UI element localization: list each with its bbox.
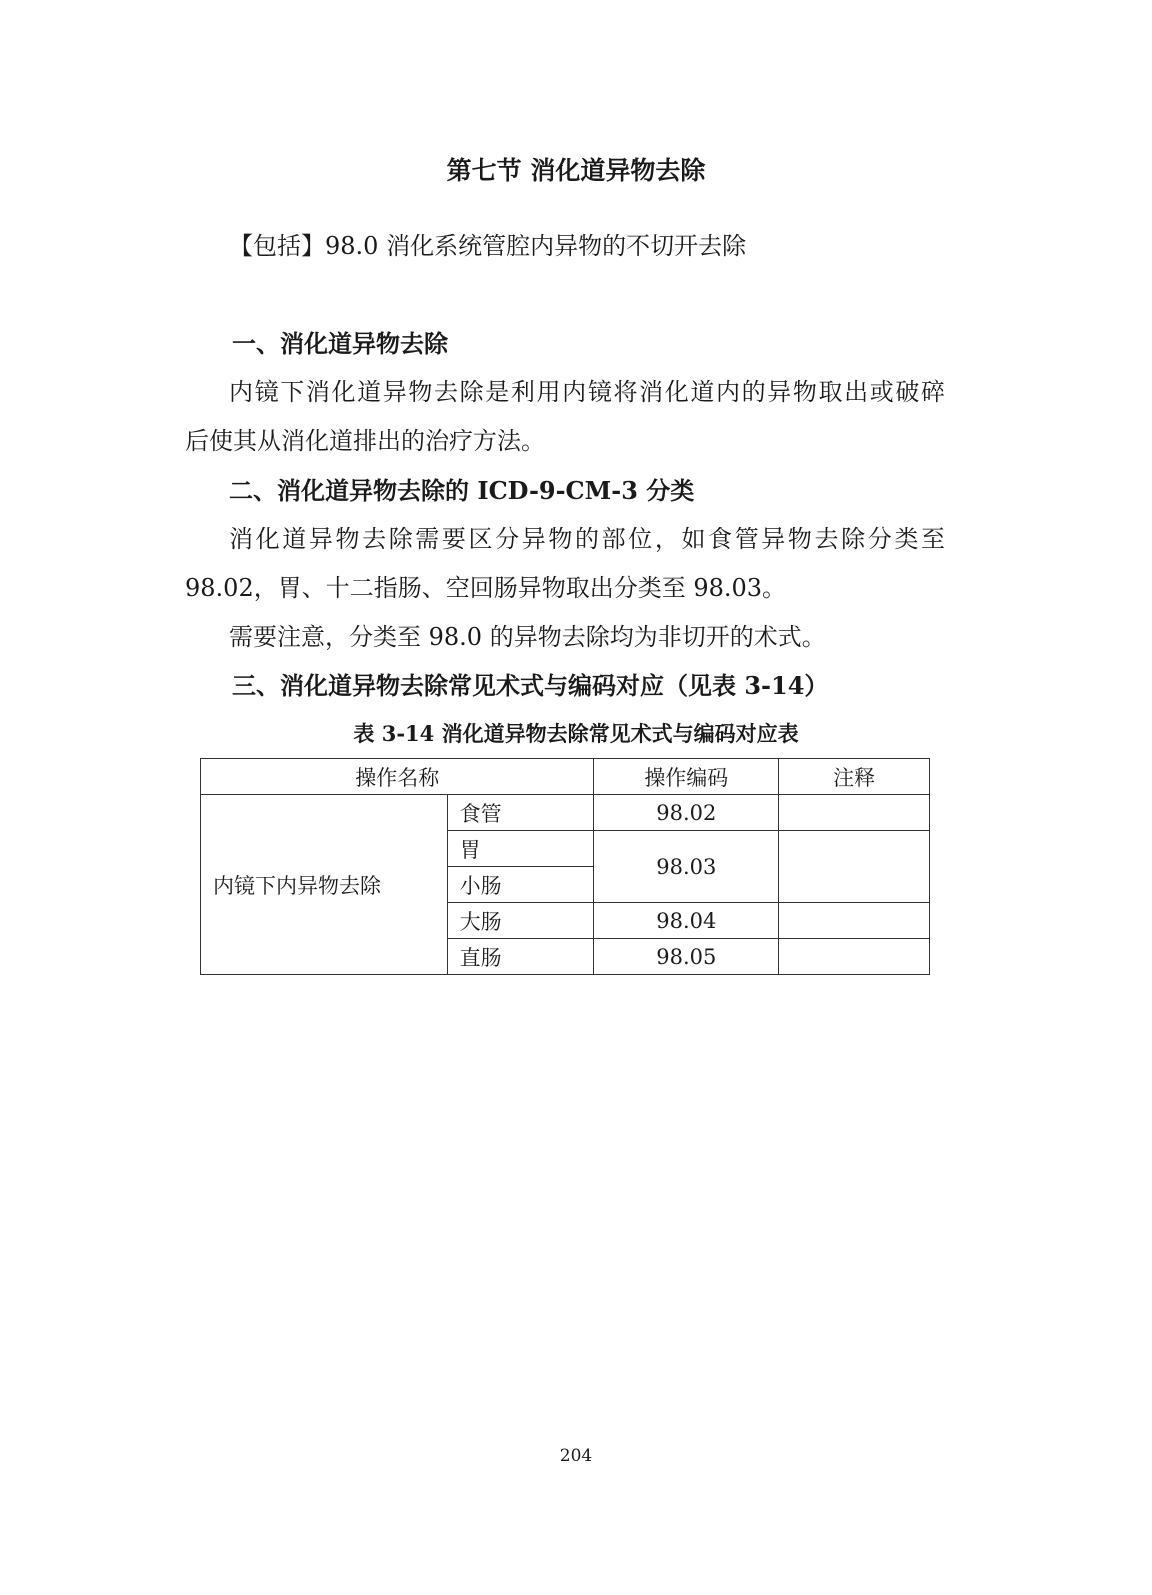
paragraph-1-line-2: 后使其从消化道排出的治疗方法。 [185,427,545,455]
paragraph-1-line-1: 内镜下消化道异物去除是利用内镜将消化道内的异物取出或破碎 [229,378,945,406]
site-cell: 直肠 [447,939,594,975]
table-row [201,795,930,831]
table-caption: 表 3-14 消化道异物去除常见术式与编码对应表 [353,721,799,746]
header-operation-code: 操作编码 [594,759,779,795]
paragraph-2-line-2: 98.02，胃、十二指肠、空回肠异物取出分类至 98.03。 [185,574,787,602]
heading-3: 三、消化道异物去除常见术式与编码对应（见表 3-14） [232,671,829,700]
procedure-name-cell: 内镜下内异物去除 [201,795,448,975]
header-operation-name: 操作名称 [201,759,594,795]
code-cell: 98.03 [594,831,779,903]
header-note: 注释 [779,759,930,795]
paragraph-2-line-1: 消化道异物去除需要区分异物的部位，如食管异物去除分类至 [229,525,945,553]
paragraph-3: 需要注意，分类至 98.0 的异物去除均为非切开的术式。 [229,623,826,651]
code-cell: 98.04 [594,903,779,939]
code-cell: 98.05 [594,939,779,975]
note-cell [779,795,930,831]
note-cell [779,939,930,975]
site-cell: 胃 [447,831,594,867]
includes-line: 【包括】98.0 消化系统管腔内异物的不切开去除 [229,232,747,260]
code-table [200,758,930,975]
heading-1: 一、消化道异物去除 [232,329,448,358]
site-cell: 大肠 [447,903,594,939]
note-cell [779,831,930,903]
heading-2: 二、消化道异物去除的 ICD-9-CM-3 分类 [229,476,695,505]
site-cell: 食管 [447,795,594,831]
page-number: 204 [559,1446,593,1466]
site-cell: 小肠 [447,867,594,903]
code-cell: 98.02 [594,795,779,831]
note-cell [779,903,930,939]
table-header-row [201,759,930,795]
section-title: 第七节 消化道异物去除 [446,156,706,185]
